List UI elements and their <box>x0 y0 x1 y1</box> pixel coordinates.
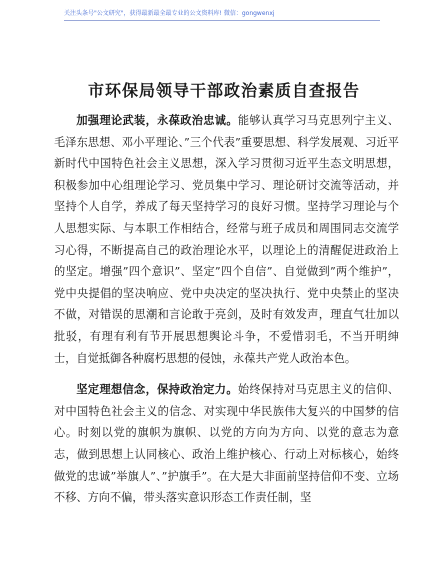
paragraph-2 <box>54 379 399 509</box>
document-body <box>54 110 399 519</box>
paragraph-2-lead: 坚定理想信念，保持政治定力。 <box>76 382 238 397</box>
paragraph-1-lead: 加强理论武装，永葆政治忠诚。 <box>76 113 238 127</box>
document-title: 市环保局领导干部政治素质自查报告 <box>87 81 360 100</box>
header-rule <box>64 20 380 21</box>
paragraph-1 <box>54 110 399 369</box>
paragraph-2-text: 始终保持对马克思主义的信仰、对中国特色社会主义的信念、对实现中华民族伟大复兴的中国梦的信心。时刻以党的旗帜为旗帜、以党的方向为方向、以党的意志为意志，做到思想上认同核心、政治上维护核心、行动上对标核心，始终做党的忠诚”举旗人”、”护旗手”。在大是大非面前坚持信仰不变、立场不移、方向不偏，带头落实意识形态工作责任制，坚 <box>54 383 399 505</box>
paragraph-1-text: 能够认真学习马克思列宁主义、毛泽东思想、邓小平理论、”三个代表”重要思想、科学发展观、习近平新时代中国特色社会主义思想，深入学习贯彻习近平生态文明思想，积极参加中心组理论学习、党员集中学习、理论研讨交流等活动，并坚持个人自学，养成了每天坚持学习的良好习惯。坚持学习理论与个人思想实际、与本职工作相结合，经常与班子成员和周围同志交流学习心得，不断提高自己的政治理论水平，以理论上的清醒促进政治上的坚定。增强”四个意识”、坚定”四个自信”、自觉做到”两个维护”，党中央提倡的坚决响应、党中央决定的坚决执行、党中央禁止的坚决不做，对错误的思潮和言论敢于亮剑，及时有效发声，理直气壮加以批驳，有理有利有节开展思想舆论斗争，不爱惜羽毛，不当开明绅士，自觉抵御各种腐朽思想的侵蚀，永葆共产党人政治本色。 <box>54 114 399 365</box>
header-note: 关注头条号"公文研究"，获得最新最全最专业的公文资料库! 微信：gongwenxj <box>64 10 275 17</box>
